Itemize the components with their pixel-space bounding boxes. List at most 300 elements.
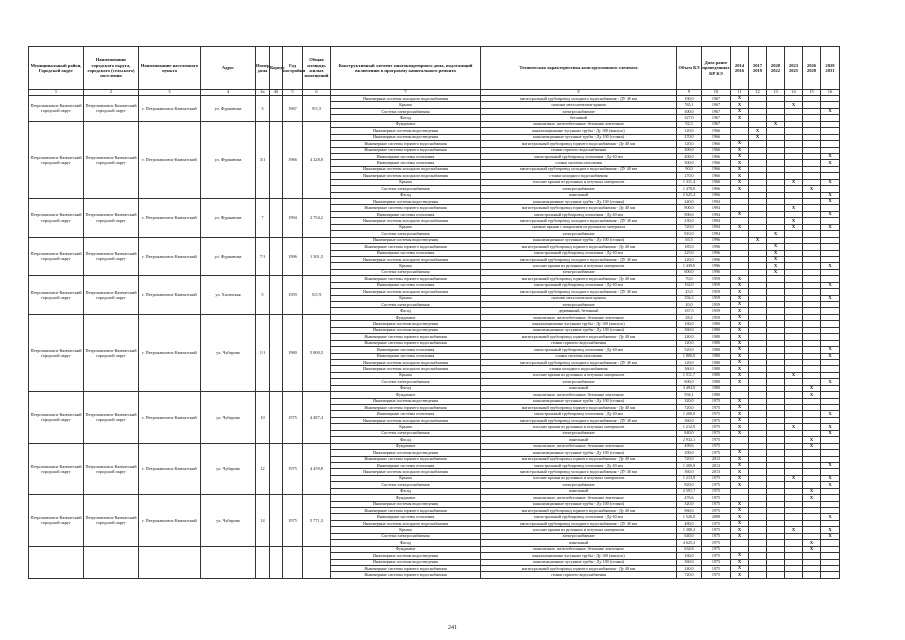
- element-cell: Инженерные системы отопления: [331, 462, 481, 468]
- element-cell: Инженерные системы горячего водоснабжения: [331, 141, 481, 147]
- period-cell: X: [821, 533, 840, 539]
- characteristic-cell: магистральный трубопровод горячего водоснабжения - Ду 40 мм: [481, 508, 677, 514]
- element-cell: Инженерные системы отопления: [331, 160, 481, 166]
- period-cell: X: [749, 134, 767, 140]
- settlement-cell: Петропавловск-Камчатский городской округ: [84, 392, 139, 444]
- header-year: Год постройки: [283, 47, 303, 90]
- prev-repair-cell: 1996: [702, 250, 731, 256]
- characteristic-cell: стояки холодного водоснабжения: [481, 366, 677, 372]
- prev-repair-cell: 1994: [702, 231, 731, 237]
- characteristic-cell: монолитные, железобетонные, бетонные ленточные: [481, 495, 677, 501]
- period-cell: X: [731, 147, 749, 153]
- characteristic-cell: магистральный трубопровод холодного водоснабжения - ДУ 40 мм: [481, 469, 677, 475]
- period-cell: X: [785, 527, 803, 533]
- period-cell: X: [767, 256, 785, 262]
- period-cell: X: [731, 475, 749, 481]
- volume-cell: 1 212,9: [677, 424, 702, 430]
- prev-repair-cell: 1967: [702, 121, 731, 127]
- building-cell: [270, 237, 283, 276]
- characteristic-cell: плоские крыши из рулонных и штучных материалов: [481, 263, 677, 269]
- characteristic-cell: плоские крыши из рулонных и штучных материалов: [481, 179, 677, 185]
- house-cell: [256, 546, 270, 578]
- element-cell: Фасад: [331, 115, 481, 121]
- period-cell: X: [731, 327, 749, 333]
- prev-repair-cell: 1975: [702, 398, 731, 404]
- volume-cell: 720,0: [677, 456, 702, 462]
- characteristic-cell: монолитные, железобетонные, бетонные ленточные: [481, 392, 677, 398]
- period-cell: X: [731, 211, 749, 217]
- volume-cell: 300,0: [677, 108, 702, 114]
- element-cell: Инженерные системы водоотведения: [331, 134, 481, 140]
- volume-cell: 70,0: [677, 276, 702, 282]
- element-cell: Инженерные системы горячего водоснабжения: [331, 340, 481, 346]
- prev-repair-cell: 1980: [702, 334, 731, 340]
- volume-cell: 499,6: [677, 443, 702, 449]
- period-cell: X: [731, 224, 749, 230]
- period-cell: X: [821, 160, 840, 166]
- locality-cell: г. Петропавловск-Камчатский: [139, 121, 201, 198]
- prev-repair-cell: 1966: [702, 147, 731, 153]
- element-cell: Фундамент: [331, 314, 481, 320]
- volume-cell: 120,0: [677, 128, 702, 134]
- column-number: 15: [803, 90, 821, 96]
- characteristic-cell: плоские крыши из рулонных и штучных материалов: [481, 372, 677, 378]
- element-cell: Крыша: [331, 224, 481, 230]
- year-cell: 1975: [283, 392, 303, 444]
- characteristic-cell: магистральный трубопровод отопления - Ду 40 мм: [481, 462, 677, 468]
- district-cell: Петропавловск-Камчатский городской округ: [29, 237, 84, 276]
- volume-cell: 476,6: [677, 495, 702, 501]
- building-cell: [270, 276, 283, 315]
- table-body: [29, 96, 840, 579]
- element-cell: Инженерные системы водоотведения: [331, 450, 481, 456]
- volume-cell: 1 311,4: [677, 179, 702, 185]
- characteristic-cell: магистральный трубопровод отопления - Ду 40 мм: [481, 153, 677, 159]
- period-cell: X: [731, 340, 749, 346]
- volume-cell: 360,0: [677, 327, 702, 333]
- prev-repair-cell: 1975: [702, 572, 731, 578]
- element-cell: Инженерные системы горячего водоснабжения: [331, 244, 481, 250]
- period-cell: X: [731, 141, 749, 147]
- characteristic-cell: магистральный трубопровод холодного водоснабжения - ДУ 40 мм: [481, 96, 677, 102]
- street-cell: ул. Чубарова: [201, 314, 256, 391]
- period-cell: [785, 572, 803, 578]
- volume-cell: 1 470,0: [677, 186, 702, 192]
- characteristic-cell: электроснабжение: [481, 108, 677, 114]
- period-cell: X: [731, 353, 749, 359]
- prev-repair-cell: 1966: [702, 173, 731, 179]
- period-cell: X: [731, 179, 749, 185]
- header-characteristic: Техническая характеристика конструктивного элемента: [481, 47, 677, 90]
- district-cell: Петропавловск-Камчатский городской округ: [29, 314, 84, 391]
- locality-cell: [139, 546, 201, 578]
- characteristic-cell: монолитные, железобетонные, бетонные ленточные: [481, 546, 677, 552]
- capital-repair-program-table: [28, 46, 839, 579]
- district-cell: Петропавловск-Камчатский городской округ: [29, 392, 84, 444]
- element-cell: Фасад: [331, 192, 481, 198]
- volume-cell: 90,0: [677, 166, 702, 172]
- period-cell: X: [749, 237, 767, 243]
- characteristic-cell: магистральный трубопровод отопления - Ду 40 мм: [481, 514, 677, 520]
- period-cell: X: [731, 508, 749, 514]
- settlement-cell: Петропавловск-Камчатский городской округ: [84, 314, 139, 391]
- area-cell: 4 459,8: [303, 443, 331, 495]
- period-cell: X: [731, 572, 749, 578]
- header-period-4: 2023 2025: [785, 47, 803, 90]
- prev-repair-cell: 1975: [702, 424, 731, 430]
- prev-repair-cell: 1966: [702, 134, 731, 140]
- element-cell: Инженерные системы водоотведения: [331, 237, 481, 243]
- element-cell: Крыша: [331, 424, 481, 430]
- street-cell: ул. Фурманова: [201, 96, 256, 122]
- prev-repair-cell: 1959: [702, 282, 731, 288]
- element-cell: Фундамент: [331, 121, 481, 127]
- prev-repair-cell: 1980: [702, 359, 731, 365]
- prev-repair-cell: 1966: [702, 153, 731, 159]
- volume-cell: 480,0: [677, 520, 702, 526]
- year-cell: 1980: [283, 314, 303, 391]
- characteristic-cell: панельный: [481, 192, 677, 198]
- area-cell: 5 800,5: [303, 314, 331, 391]
- characteristic-cell: стояки горячего водоснабжения: [481, 340, 677, 346]
- prev-repair-cell: 1980: [702, 385, 731, 391]
- period-cell: X: [731, 115, 749, 121]
- period-cell: X: [785, 179, 803, 185]
- district-cell: Петропавловск-Камчатский городской округ: [29, 495, 84, 547]
- characteristic-cell: панельный: [481, 540, 677, 546]
- period-cell: X: [731, 102, 749, 108]
- characteristic-cell: стояки холодного водоснабжения: [481, 173, 677, 179]
- header-locality: Наименование населенного пункта: [139, 47, 201, 90]
- characteristic-cell: скатные металлические крыши: [481, 102, 677, 108]
- building-cell: [270, 199, 283, 238]
- prev-repair-cell: 1975: [702, 417, 731, 423]
- header-period-6: 2029 2031: [821, 47, 840, 90]
- volume-cell: 28,2: [677, 314, 702, 320]
- year-cell: 1975: [283, 443, 303, 495]
- volume-cell: 2 932,1: [677, 437, 702, 443]
- element-cell: Крыша: [331, 527, 481, 533]
- period-cell: X: [731, 347, 749, 353]
- prev-repair-cell: 1967: [702, 96, 731, 102]
- program-table: [28, 46, 840, 579]
- header-address: Адрес: [201, 47, 256, 90]
- prev-repair-cell: 1980: [702, 392, 731, 398]
- prev-repair-cell: 2013: [702, 462, 731, 468]
- prev-repair-cell: 1975: [702, 488, 731, 494]
- element-cell: Инженерные системы водоотведения: [331, 559, 481, 565]
- area-cell: 911,5: [303, 96, 331, 122]
- prev-repair-cell: 1966: [702, 166, 731, 172]
- prev-repair-cell: 1994: [702, 218, 731, 224]
- element-cell: Инженерные системы водоотведения: [331, 501, 481, 507]
- element-cell: Инженерные системы холодного водоснабжения: [331, 218, 481, 224]
- characteristic-cell: канализационные чугунные трубы - Ду 100 (выпуск): [481, 321, 677, 327]
- period-cell: X: [803, 186, 821, 192]
- year-cell: 1966: [283, 121, 303, 198]
- element-cell: Инженерные системы водоотведения: [331, 199, 481, 205]
- prev-repair-cell: 1975: [702, 430, 731, 436]
- period-cell: X: [731, 282, 749, 288]
- header-volume: Объем КЭ: [677, 47, 702, 90]
- column-number: 16: [821, 90, 840, 96]
- period-cell: X: [803, 495, 821, 501]
- period-cell: X: [731, 166, 749, 172]
- period-cell: X: [731, 417, 749, 423]
- period-cell: [767, 572, 785, 578]
- period-cell: X: [767, 250, 785, 256]
- period-cell: X: [821, 153, 840, 159]
- element-cell: Система электроснабжения: [331, 108, 481, 114]
- period-cell: [749, 572, 767, 578]
- characteristic-cell: магистральный трубопровод горячего водоснабжения - Ду 40 мм: [481, 456, 677, 462]
- street-cell: ул. Чубарова: [201, 392, 256, 444]
- period-cell: X: [731, 514, 749, 520]
- characteristic-cell: канализационные чугунные трубы - Ду 100 (стояки): [481, 327, 677, 333]
- characteristic-cell: магистральный трубопровод холодного водоснабжения - ДУ 40 мм: [481, 218, 677, 224]
- prev-repair-cell: 1980: [702, 372, 731, 378]
- header-element: Конструктивный элемент многоквартирного дома, подлежащий включению в программу капитального ремонта: [331, 47, 481, 90]
- period-cell: X: [821, 295, 840, 301]
- locality-cell: г. Петропавловск-Камчатский: [139, 96, 201, 122]
- period-cell: X: [803, 392, 821, 398]
- element-cell: Фасад: [331, 488, 481, 494]
- locality-cell: г. Петропавловск-Камчатский: [139, 443, 201, 495]
- volume-cell: 1 380,2: [677, 527, 702, 533]
- element-cell: Крыша: [331, 179, 481, 185]
- element-cell: Крыша: [331, 475, 481, 481]
- prev-repair-cell: 1959: [702, 295, 731, 301]
- volume-cell: 900,0: [677, 211, 702, 217]
- characteristic-cell: электроснабжение: [481, 186, 677, 192]
- house-cell: 7: [256, 199, 270, 238]
- element-cell: Фасад: [331, 308, 481, 314]
- period-cell: X: [821, 192, 840, 198]
- characteristic-cell: канализационные чугунные трубы - Ду 100 (стояки): [481, 501, 677, 507]
- district-cell: Петропавловск-Камчатский городской округ: [29, 443, 84, 495]
- element-cell: Инженерные системы холодного водоснабжения: [331, 256, 481, 262]
- prev-repair-cell: 1980: [702, 366, 731, 372]
- period-cell: X: [731, 308, 749, 314]
- period-cell: X: [821, 353, 840, 359]
- area-cell: 1 301,5: [303, 237, 331, 276]
- element-cell: Инженерные системы горячего водоснабжения: [331, 572, 481, 578]
- volume-cell: 356,3: [677, 295, 702, 301]
- characteristic-cell: монолитные, железобетонные, бетонные ленточные: [481, 314, 677, 320]
- volume-cell: 2 591,7: [677, 488, 702, 494]
- element-cell: Инженерные системы водоотведения: [331, 321, 481, 327]
- period-cell: [803, 572, 821, 578]
- header-prev-repair: Дата ранее проведенных КР КЭ: [702, 47, 731, 90]
- prev-repair-cell: 1996: [702, 269, 731, 275]
- column-number: 1: [29, 90, 84, 96]
- element-cell: Система электроснабжения: [331, 186, 481, 192]
- volume-cell: 162,0: [677, 282, 702, 288]
- period-cell: X: [767, 244, 785, 250]
- area-cell: 4 487,4: [303, 392, 331, 444]
- period-cell: X: [731, 501, 749, 507]
- characteristic-cell: электроснабжение: [481, 302, 677, 308]
- volume-cell: 320,0: [677, 501, 702, 507]
- district-cell: Петропавловск-Камчатский городской округ: [29, 199, 84, 238]
- characteristic-cell: монолитные, железобетонные, бетонные ленточные: [481, 121, 677, 127]
- prev-repair-cell: 1975: [702, 482, 731, 488]
- period-cell: X: [785, 424, 803, 430]
- volume-cell: 2 625,4: [677, 192, 702, 198]
- prev-repair-cell: 1975: [702, 527, 731, 533]
- characteristic-cell: канализационные чугунные трубы - Ду 100 (стояки): [481, 450, 677, 456]
- volume-cell: 720,0: [677, 224, 702, 230]
- period-cell: X: [731, 289, 749, 295]
- period-cell: X: [731, 430, 749, 436]
- period-cell: X: [749, 128, 767, 134]
- period-cell: X: [821, 462, 840, 468]
- volume-cell: 120,0: [677, 359, 702, 365]
- house-cell: 10: [256, 392, 270, 444]
- column-number: 11: [731, 90, 749, 96]
- header-period-5: 2026 2028: [803, 47, 821, 90]
- period-cell: X: [731, 96, 749, 102]
- period-cell: X: [731, 302, 749, 308]
- period-cell: X: [821, 411, 840, 417]
- period-cell: X: [731, 424, 749, 430]
- period-cell: X: [821, 482, 840, 488]
- prev-repair-cell: 1959: [702, 314, 731, 320]
- prev-repair-cell: 1967: [702, 108, 731, 114]
- volume-cell: 520,0: [677, 347, 702, 353]
- header-house: Номер дома: [256, 47, 270, 90]
- element-cell: Инженерные системы горячего водоснабжения: [331, 276, 481, 282]
- period-cell: X: [731, 398, 749, 404]
- period-cell: X: [821, 379, 840, 385]
- element-cell: Система электроснабжения: [331, 231, 481, 237]
- street-cell: ул. Хасанская: [201, 276, 256, 315]
- period-cell: X: [821, 211, 840, 217]
- period-cell: X: [731, 186, 749, 192]
- volume-cell: 600,0: [677, 269, 702, 275]
- characteristic-cell: электроснабжение: [481, 379, 677, 385]
- district-cell: Петропавловск-Камчатский городской округ: [29, 276, 84, 315]
- volume-cell: 120,0: [677, 256, 702, 262]
- area-cell: 4 228,8: [303, 121, 331, 198]
- characteristic-cell: электроснабжение: [481, 231, 677, 237]
- characteristic-cell: скатные крыши с покрытием из рулонного материала: [481, 224, 677, 230]
- volume-cell: 800,0: [677, 205, 702, 211]
- building-cell: [270, 546, 283, 578]
- building-cell: [270, 443, 283, 495]
- prev-repair-cell: 1994: [702, 205, 731, 211]
- characteristic-cell: стояки горячего водоснабжения: [481, 147, 677, 153]
- period-cell: X: [803, 540, 821, 546]
- volume-cell: 270,0: [677, 134, 702, 140]
- period-cell: X: [731, 405, 749, 411]
- building-cell: [270, 314, 283, 391]
- prev-repair-cell: 1966: [702, 186, 731, 192]
- column-number: 10: [702, 90, 731, 96]
- volume-cell: 640,0: [677, 533, 702, 539]
- element-cell: Инженерные системы горячего водоснабжения: [331, 334, 481, 340]
- volume-cell: 810,0: [677, 231, 702, 237]
- prev-repair-cell: 1959: [702, 276, 731, 282]
- area-cell: 2 754,2: [303, 199, 331, 238]
- period-cell: X: [821, 424, 840, 430]
- house-cell: 3/1: [256, 121, 270, 198]
- header-period-3: 2020 2022: [767, 47, 785, 90]
- element-cell: Инженерные системы водоотведения: [331, 327, 481, 333]
- characteristic-cell: панельный: [481, 437, 677, 443]
- prev-repair-cell: 1975: [702, 501, 731, 507]
- volume-cell: 1 511,7: [677, 372, 702, 378]
- prev-repair-cell: 1980: [702, 327, 731, 333]
- prev-repair-cell: 1996: [702, 263, 731, 269]
- period-cell: X: [731, 533, 749, 539]
- prev-repair-cell: 1980: [702, 340, 731, 346]
- prev-repair-cell: 2013: [702, 456, 731, 462]
- prev-repair-cell: 1980: [702, 379, 731, 385]
- period-cell: X: [785, 205, 803, 211]
- building-cell: [270, 96, 283, 122]
- settlement-cell: Петропавловск-Камчатский городской округ: [84, 237, 139, 276]
- element-cell: Инженерные системы холодного водоснабжения: [331, 289, 481, 295]
- prev-repair-cell: 1980: [702, 321, 731, 327]
- characteristic-cell: магистральный трубопровод отопления - Ду 40 мм: [481, 411, 677, 417]
- element-cell: Система электроснабжения: [331, 430, 481, 436]
- prev-repair-cell: 1996: [702, 244, 731, 250]
- period-cell: X: [803, 437, 821, 443]
- year-cell: 1975: [283, 495, 303, 547]
- column-number: 3: [139, 90, 201, 96]
- period-cell: X: [731, 469, 749, 475]
- volume-cell: 600,0: [677, 379, 702, 385]
- district-cell: Петропавловск-Камчатский городской округ: [29, 121, 84, 198]
- volume-cell: 270,0: [677, 173, 702, 179]
- volume-cell: 360,0: [677, 469, 702, 475]
- characteristic-cell: электроснабжение: [481, 533, 677, 539]
- locality-cell: г. Петропавловск-Камчатский: [139, 276, 201, 315]
- characteristic-cell: магистральный трубопровод горячего водоснабжения - Ду 40 мм: [481, 276, 677, 282]
- prev-repair-cell: 1966: [702, 141, 731, 147]
- characteristic-cell: стояки системы отопления: [481, 160, 677, 166]
- characteristic-cell: стояки горячего водоснабжения: [481, 572, 677, 578]
- prev-repair-cell: 2008: [702, 514, 731, 520]
- prev-repair-cell: 1975: [702, 495, 731, 501]
- period-cell: X: [731, 553, 749, 559]
- prev-repair-cell: 1975: [702, 405, 731, 411]
- volume-cell: 3 494,0: [677, 385, 702, 391]
- element-cell: Инженерные системы отопления: [331, 282, 481, 288]
- period-cell: X: [785, 475, 803, 481]
- characteristic-cell: канализационные чугунные трубы - Ду 100 (стояки): [481, 199, 677, 205]
- period-cell: X: [821, 108, 840, 114]
- period-cell: X: [731, 366, 749, 372]
- volume-cell: 160,0: [677, 553, 702, 559]
- characteristic-cell: магистральный трубопровод холодного водоснабжения - ДУ 40 мм: [481, 520, 677, 526]
- street-cell: ул. Фурманова: [201, 121, 256, 198]
- element-cell: Инженерные системы холодного водоснабжения: [331, 96, 481, 102]
- prev-repair-cell: 1994: [702, 211, 731, 217]
- column-number: 13: [767, 90, 785, 96]
- characteristic-cell: магистральный трубопровод горячего водоснабжения - Ду 40 мм: [481, 334, 677, 340]
- prev-repair-cell: 1980: [702, 353, 731, 359]
- prev-repair-cell: 1975: [702, 508, 731, 514]
- element-cell: Инженерные системы горячего водоснабжения: [331, 147, 481, 153]
- period-cell: X: [767, 263, 785, 269]
- volume-cell: 320,0: [677, 398, 702, 404]
- area-cell: [303, 546, 331, 578]
- building-cell: [270, 392, 283, 444]
- prev-repair-cell: 1966: [702, 128, 731, 134]
- characteristic-cell: электроснабжение: [481, 269, 677, 275]
